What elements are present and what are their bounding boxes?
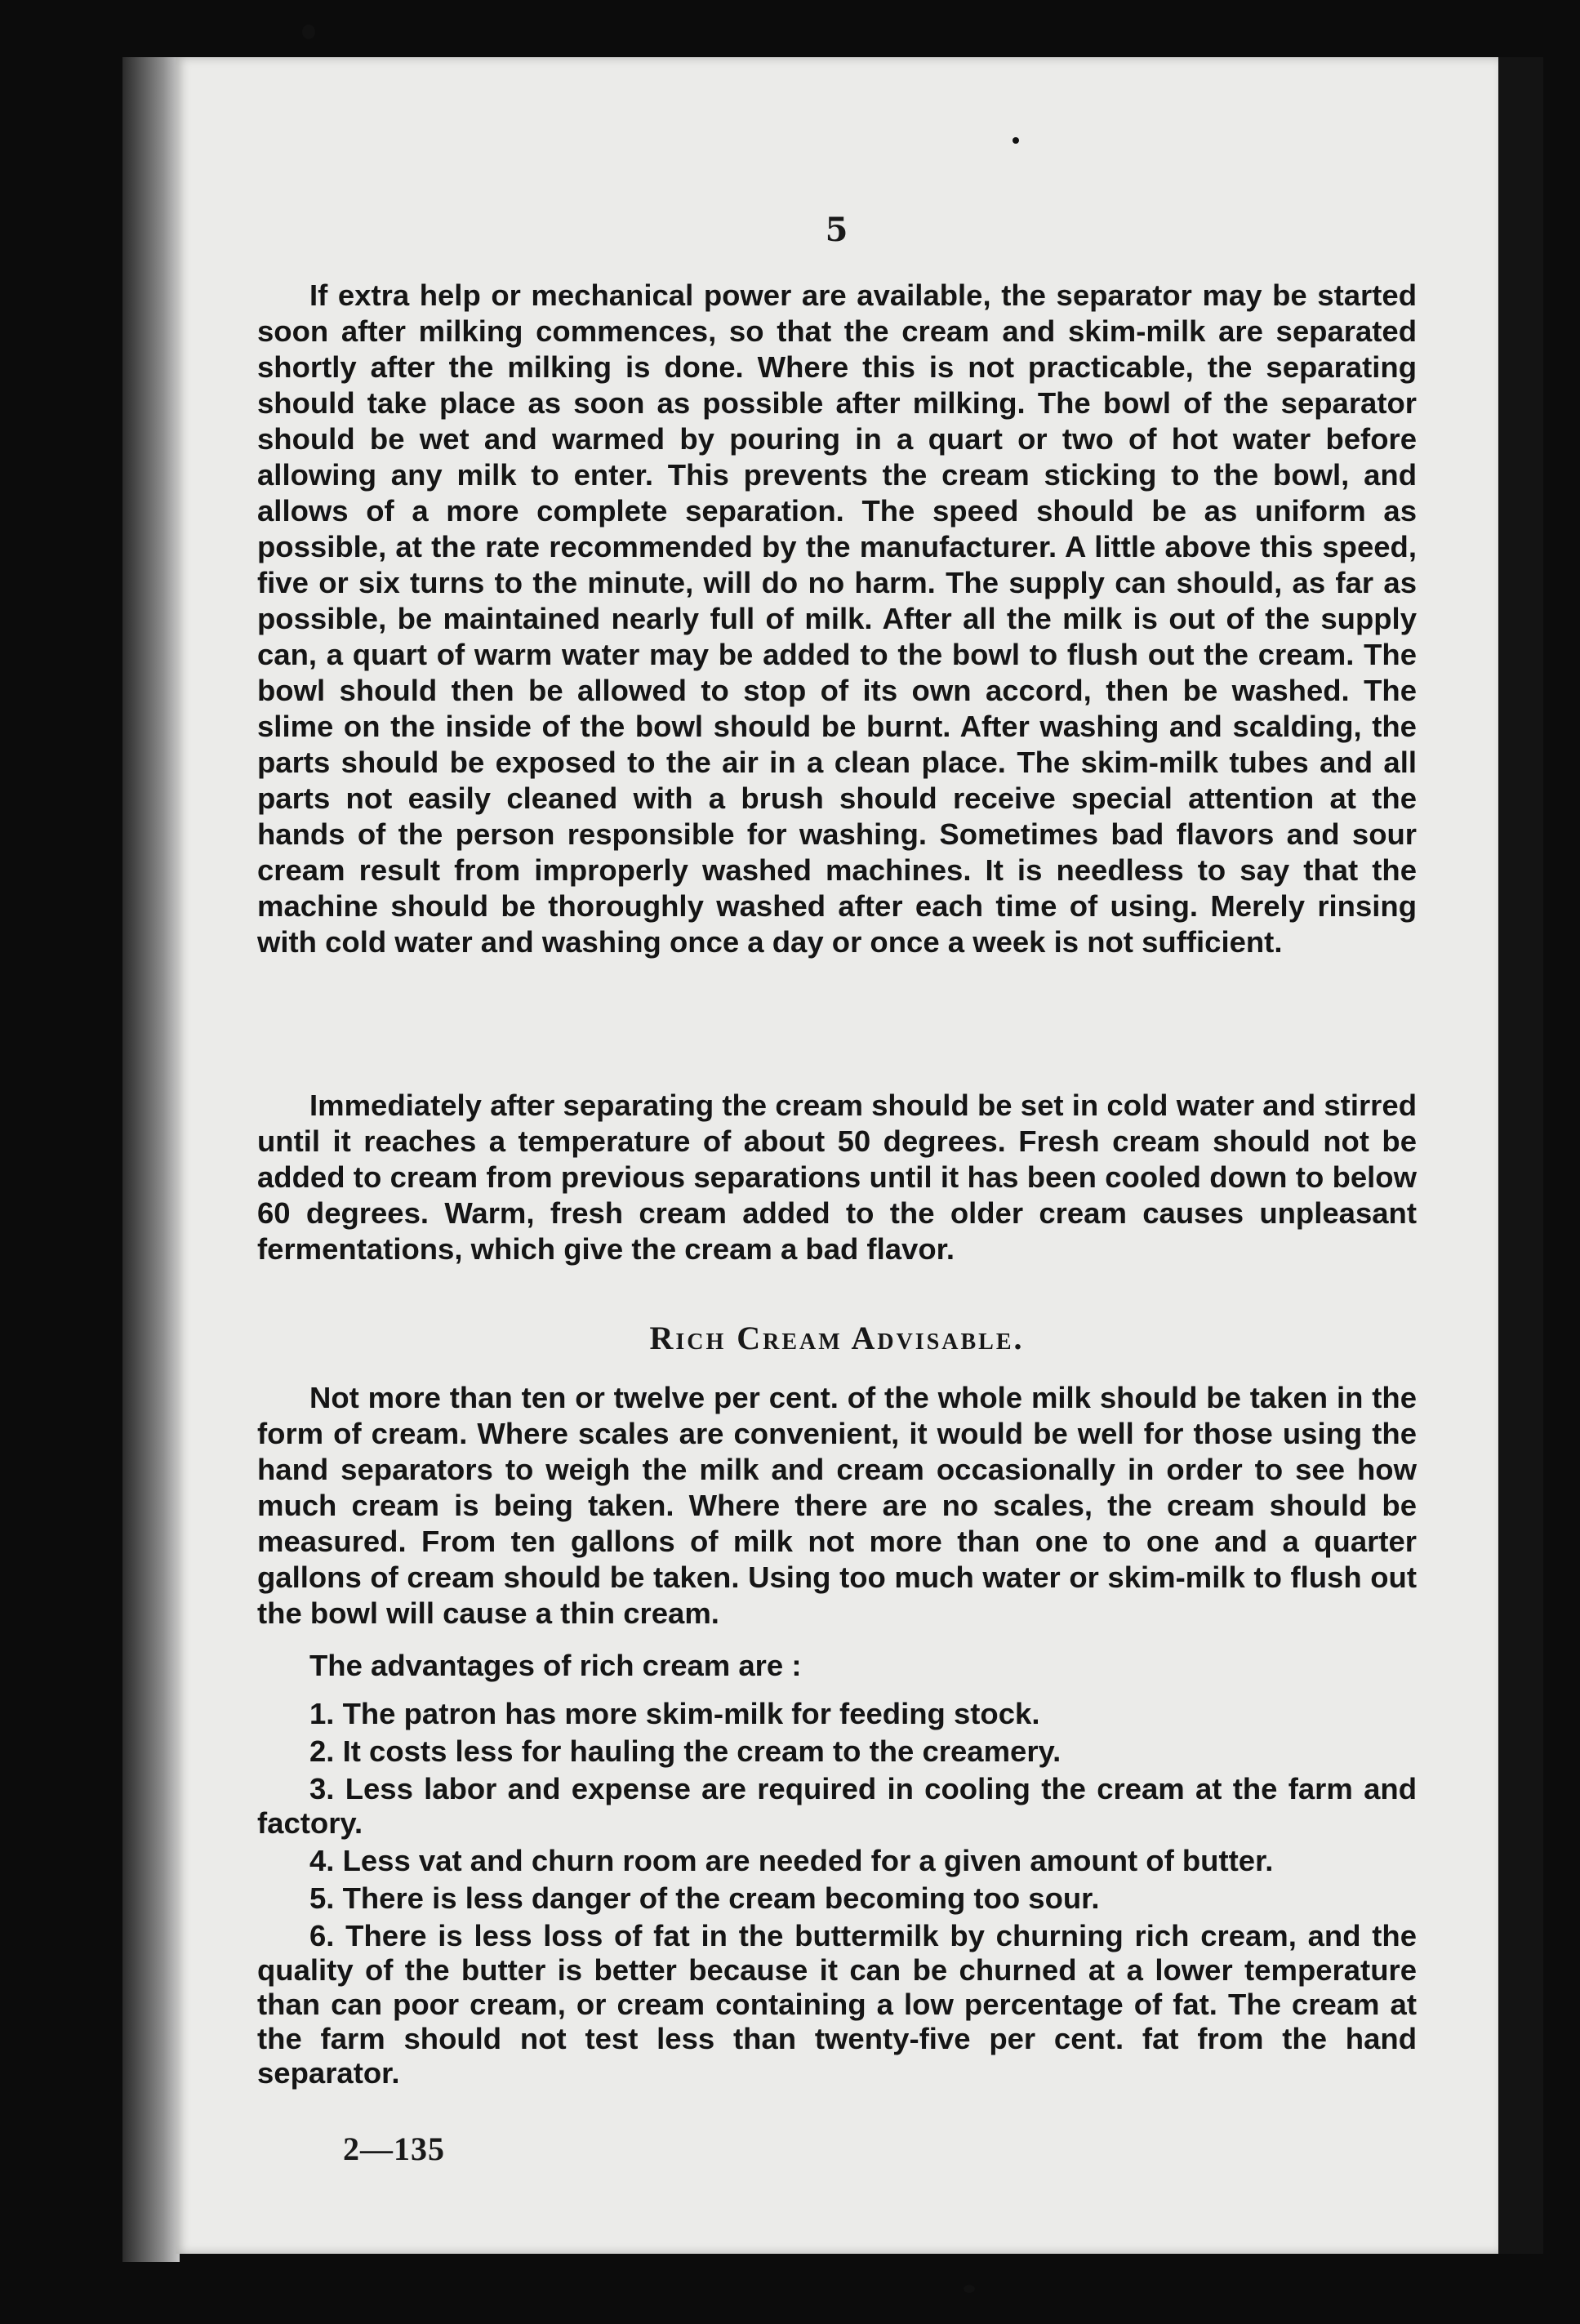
footer-signature-mark: 2—135: [343, 2130, 445, 2167]
list-item: 3. Less labor and expense are required in cooling the cream at the farm and factory.: [257, 1772, 1417, 1840]
list-item: 4. Less vat and churn room are needed for a given amount of butter.: [309, 1844, 1274, 1877]
page-number: 5: [825, 211, 849, 249]
scan-speck: [302, 24, 315, 39]
advantages-intro: The advantages of rich cream are :: [309, 1649, 802, 1682]
binding-shadow: [122, 57, 180, 2262]
list-item: 6. There is less loss of fat in the buttermilk by churning rich cream, and the quality of the butter is better because it can be churned at a lower temperature than can poor cream, or cream containing a low percentage of fat. The cream at the farm should not test less than twenty-five per cent. fat from the hand separator.: [257, 1919, 1417, 2090]
page-edge-shadow: [1498, 57, 1543, 2254]
list-item: 5. There is less danger of the cream becoming too sour.: [309, 1881, 1100, 1915]
document-page: [176, 57, 1498, 2254]
scan-speck: [964, 2285, 975, 2293]
list-item: 2. It costs less for hauling the cream to the creamery.: [309, 1734, 1061, 1768]
paragraph-cooling-cream: Immediately after separating the cream should be set in cold water and stirred until it reaches a temperature of about 50 degrees. Fresh cream should not be added to cream from previous separations until it has been cooled down to below 60 degrees. Warm, fresh cream added to the older cream causes unpleasant fermentations, which give the cream a bad flavor.: [257, 1089, 1417, 1266]
list-item: 1. The patron has more skim-milk for feeding stock.: [309, 1697, 1040, 1730]
paragraph-cream-proportion: Not more than ten or twelve per cent. of the whole milk should be taken in the form of cream. Where scales are convenient, it would be well for those using the hand separators to weigh the milk and cream occasionally in order to see how much cream is being taken. Where there are no scales, the cream should be measured. From ten gallons of milk not more than one to one and a quarter gallons of cream should be taken. Using too much water or skim-milk to flush out the bowl will cause a thin cream.: [257, 1381, 1417, 1630]
scan-speck: [1013, 137, 1019, 144]
paragraph-separator-procedure: If extra help or mechanical power are available, the separator may be started soon after milking commences, so that the cream and skim-milk are separated shortly after the milking is done. Where this is not practicable, the separating should take place as soon as possible after milking. The bowl of the separator should be wet and warmed by pouring in a quart or two of hot water before allowing any milk to enter. This prevents the cream sticking to the bowl, and allows of a more complete separation. The speed should be as uniform as possible, at the rate recommended by the manufacturer. A little above this speed, five or six turns to the minute, will do no harm. The supply can should, as far as possible, be maintained nearly full of milk. After all the milk is out of the supply can, a quart of warm water may be added to the bowl to flush out the cream. The bowl should then be allowed to stop of its own accord, then be washed. The slime on the inside of the bowl should be burnt. After washing and scalding, the parts should be exposed to the air in a clean place. The skim-milk tubes and all parts not easily cleaned with a brush should receive special attention at the hands of the person responsible for washing. Sometimes bad flavors and sour cream result from improperly washed machines. It is needless to say that the machine should be thoroughly washed after each time of using. Merely rinsing with cold water and washing once a day or once a week is not sufficient.: [257, 278, 1417, 959]
section-heading: Rich Cream Advisable.: [649, 1320, 1025, 1356]
advantages-list: [257, 1697, 1417, 2094]
